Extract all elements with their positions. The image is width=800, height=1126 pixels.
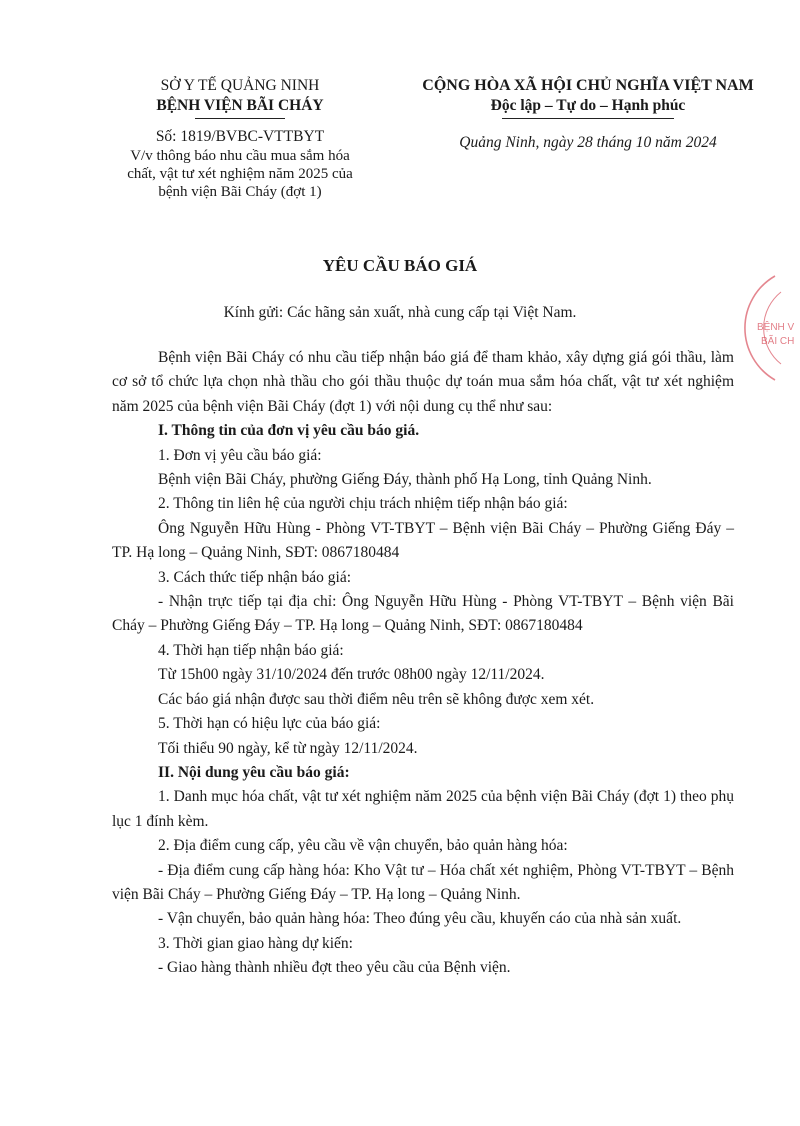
ministry-name: SỞ Y TẾ QUẢNG NINH	[160, 77, 320, 94]
body-paragraph: Tối thiểu 90 ngày, kể từ ngày 12/11/2024.	[158, 739, 418, 757]
body-paragraph: Các báo giá nhận được sau thời điểm nêu trên sẽ không được xem xét.	[158, 690, 595, 708]
body-paragraph: 3. Cách thức tiếp nhận báo giá:	[158, 568, 352, 586]
body-paragraph: - Địa điểm cung cấp hàng hóa: Kho Vật tư – Hóa chất xét nghiệm, Phòng VT-TBYT – Bệnh viện Bãi Cháy – Phường Giếng Đáy – TP. Hạ long – Quảng Ninh.	[112, 861, 734, 903]
body-paragraph: 2. Thông tin liên hệ của người chịu trách nhiệm tiếp nhận báo giá:	[158, 495, 568, 513]
body-paragraph: 2. Địa điểm cung cấp, yêu cầu về vận chuyển, bảo quản hàng hóa:	[158, 837, 568, 855]
document-number: Số: 1819/BVBC-VTTBYT	[155, 128, 325, 145]
section-heading-2: II. Nội dung yêu cầu báo giá:	[158, 763, 350, 781]
header-left	[100, 76, 380, 201]
header-left-rule	[195, 118, 285, 119]
hospital-stamp-icon	[735, 268, 800, 388]
body-paragraph: 1. Đơn vị yêu cầu báo giá:	[158, 446, 322, 464]
stamp-text-line-1: BỆNH V	[757, 322, 795, 333]
body-paragraph: - Nhận trực tiếp tại địa chỉ: Ông Nguyễn Hữu Hùng - Phòng VT-TBYT – Bệnh viện Bãi Cháy – Phường Giếng Đáy – TP. Hạ long – Quảng Ninh, SĐT: 0867180484	[112, 593, 734, 635]
body-paragraph: Ông Nguyễn Hữu Hùng - Phòng VT-TBYT – Bệnh viện Bãi Cháy – Phường Giếng Đáy – TP. Hạ long – Quảng Ninh, SĐT: 0867180484	[112, 519, 734, 562]
section-heading-1: I. Thông tin của đơn vị yêu cầu báo giá.	[158, 422, 420, 440]
header-right-rule	[502, 118, 674, 119]
document-body	[112, 346, 734, 981]
body-paragraph: 4. Thời hạn tiếp nhận báo giá:	[158, 641, 344, 659]
body-paragraph: 5. Thời hạn có hiệu lực của báo giá:	[158, 715, 381, 733]
intro-paragraph: Bệnh viện Bãi Cháy có nhu cầu tiếp nhận báo giá để tham khảo, xây dựng giá gói thầu, làm cơ sở tổ chức lựa chọn nhà thầu cho gói thầu thuộc dự toán mua sắm hóa chất, vật tư xét nghiệm năm 2025 của bệnh viện Bãi Cháy (đợt 1) với nội dung cụ thể như sau:	[112, 349, 734, 415]
body-paragraph: - Giao hàng thành nhiều đợt theo yêu cầu của Bệnh viện.	[158, 959, 511, 977]
document-subject-line-3: bệnh viện Bãi Cháy (đợt 1)	[158, 184, 322, 200]
body-paragraph: 1. Danh mục hóa chất, vật tư xét nghiệm năm 2025 của bệnh viện Bãi Cháy (đợt 1) theo phụ lục 1 đính kèm.	[112, 788, 734, 830]
national-title: CỘNG HÒA XÃ HỘI CHỦ NGHĨA VIỆT NAM	[422, 77, 754, 94]
document-title: YÊU CẦU BÁO GIÁ	[322, 256, 478, 275]
body-paragraph: - Vận chuyển, bảo quản hàng hóa: Theo đúng yêu cầu, khuyến cáo của nhà sản xuất.	[158, 910, 682, 928]
header-right	[388, 76, 788, 153]
document-date: Quảng Ninh, ngày 28 tháng 10 năm 2024	[459, 134, 717, 151]
recipient-line: Kính gửi: Các hãng sản xuất, nhà cung cấp tại Việt Nam.	[223, 304, 577, 321]
body-paragraph: 3. Thời gian giao hàng dự kiến:	[158, 934, 353, 952]
stamp-text-line-2: BÃI CH	[761, 336, 795, 347]
body-paragraph: Bệnh viện Bãi Cháy, phường Giếng Đáy, thành phố Hạ Long, tỉnh Quảng Ninh.	[158, 471, 652, 489]
body-paragraph: Từ 15h00 ngày 31/10/2024 đến trước 08h00 ngày 12/11/2024.	[158, 666, 545, 684]
national-motto: Độc lập – Tự do – Hạnh phúc	[490, 97, 686, 114]
hospital-name: BỆNH VIỆN BÃI CHÁY	[156, 97, 324, 114]
document-subject-line-2: chất, vật tư xét nghiệm năm 2025 của	[127, 166, 353, 182]
document-subject-line-1: V/v thông báo nhu cầu mua sắm hóa	[130, 148, 350, 164]
